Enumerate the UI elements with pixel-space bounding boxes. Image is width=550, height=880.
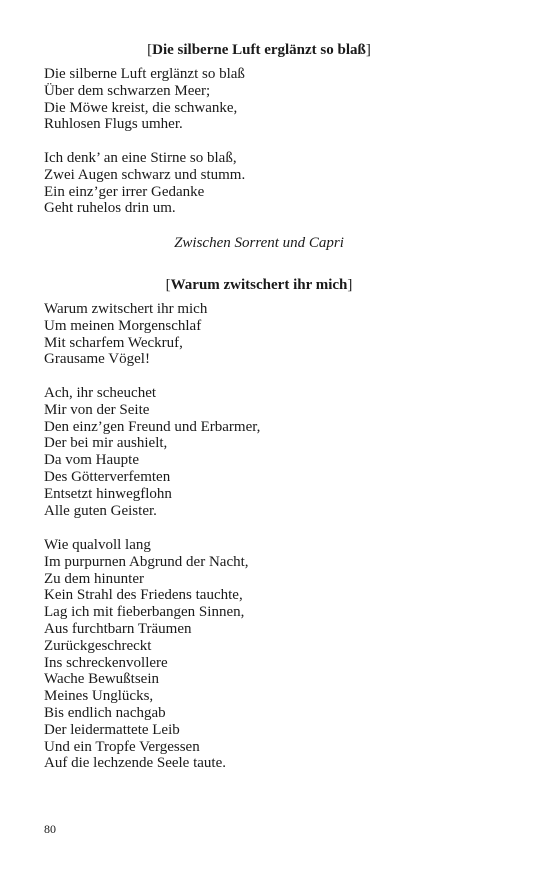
verse-line: Den einz’gen Freund und Erbarmer,: [44, 418, 261, 435]
verse-line: Des Götterverfemten: [44, 468, 171, 485]
verse-line: Lag ich mit fieberbangen Sinnen,: [44, 604, 245, 621]
verse-line: Wache Bewußtsein: [44, 671, 160, 688]
verse-line: Ins schreckenvollere: [44, 654, 168, 671]
page-number: 80: [44, 822, 56, 836]
verse-line: Entsetzt hinwegflohn: [44, 485, 172, 502]
verse-line: Grausame Vögel!: [44, 351, 150, 368]
verse-line: Die Möwe kreist, die schwanke,: [44, 99, 238, 116]
stanza: [44, 66, 245, 133]
stanza: [44, 301, 207, 368]
verse-line: Auf die lechzende Seele taute.: [44, 755, 226, 772]
verse-line: Mir von der Seite: [44, 401, 150, 418]
verse-line: Ein einz’ger irrer Gedanke: [44, 183, 205, 200]
verse-line: Über dem schwarzen Meer;: [44, 82, 211, 99]
verse-line: Ruhlosen Flugs umher.: [44, 116, 183, 133]
verse-line: Kein Strahl des Friedens tauchte,: [44, 587, 243, 604]
verse-line: Ich denk’ an eine Stirne so blaß,: [44, 150, 237, 166]
verse-line: Zurückgeschreckt: [44, 637, 152, 654]
verse-line: Wie qualvoll lang: [44, 537, 151, 553]
verse-line: Zu dem hinunter: [44, 570, 144, 587]
verse-line: Mit scharfem Weckruf,: [44, 334, 183, 351]
verse-line: Die silberne Luft erglänzt so blaß: [44, 66, 245, 82]
verse-line: Der leidermattete Leib: [44, 721, 180, 738]
verse-line: Und ein Tropfe Vergessen: [44, 738, 200, 755]
stanza: [44, 150, 245, 217]
verse-line: Ach, ihr scheuchet: [44, 385, 157, 401]
verse-line: Bis endlich nachgab: [44, 704, 166, 721]
verse-line: Meines Unglücks,: [44, 688, 154, 705]
verse-line: Um meinen Morgenschlaf: [44, 317, 202, 334]
verse-line: Der bei mir aushielt,: [44, 435, 168, 452]
verse-line: Alle guten Geister.: [44, 502, 157, 519]
verse-line: Aus furchtbarn Träumen: [44, 620, 192, 637]
verse-line: Im purpurnen Abgrund der Nacht,: [44, 553, 249, 570]
verse-line: Zwei Augen schwarz und stumm.: [44, 166, 246, 183]
stanza: [44, 385, 260, 519]
poem-title: [Die silberne Luft erglänzt so blaß]: [147, 42, 371, 58]
verse-line: Da vom Haupte: [44, 452, 139, 469]
verse-line: Geht ruhelos drin um.: [44, 200, 176, 217]
verse-line: Warum zwitschert ihr mich: [44, 301, 208, 317]
poem-title: [Warum zwitschert ihr mich]: [165, 277, 353, 293]
stanza: [44, 537, 249, 772]
poem-dateline: Zwischen Sorrent und Capri: [174, 235, 344, 251]
